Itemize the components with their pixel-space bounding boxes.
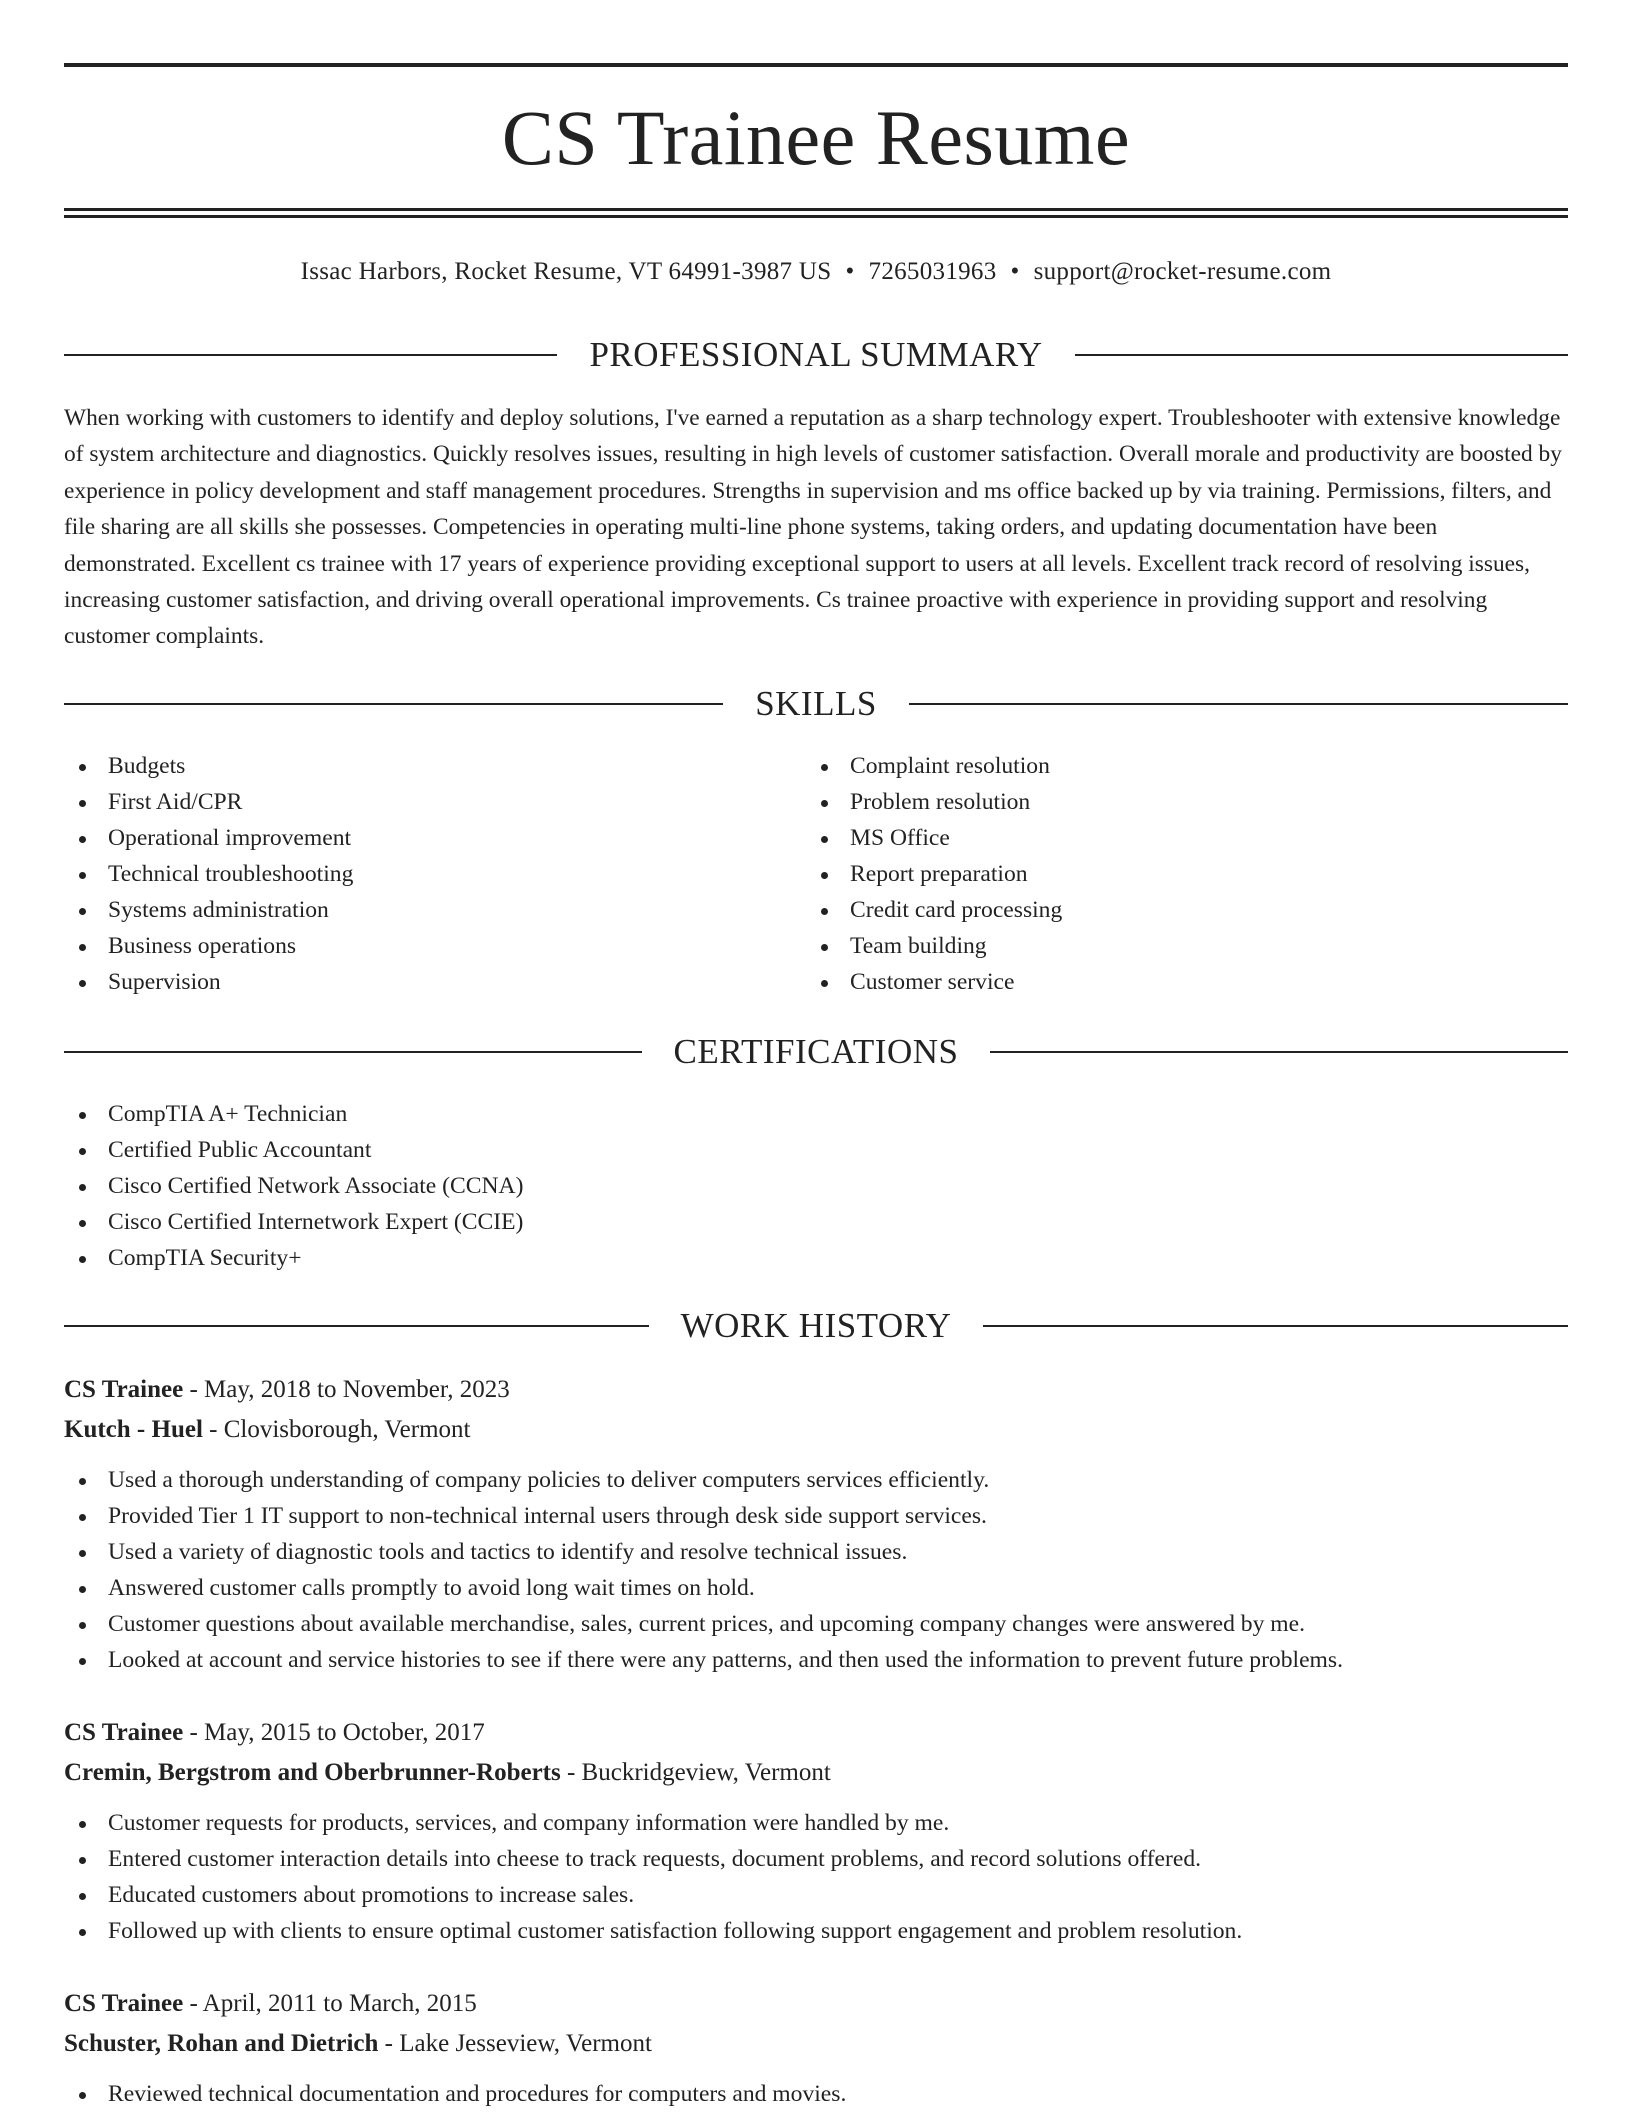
dash: - [566, 1759, 576, 1786]
dash: - [189, 1719, 198, 1746]
job-title-line [64, 1984, 1568, 2024]
skill-item: Complaint resolution [806, 748, 1062, 784]
certification-item: CompTIA Security+ [64, 1240, 523, 1276]
job-company-line [64, 1753, 1568, 1793]
job-title: CS Trainee [64, 1376, 184, 1403]
contact-line [64, 254, 1568, 290]
job-company-line [64, 1410, 1568, 1450]
job-title-line [64, 1370, 1568, 1410]
divider [1075, 354, 1568, 356]
skill-item: First Aid/CPR [64, 784, 353, 820]
job-entry [64, 1713, 1568, 1949]
resume-title: CS Trainee Resume [501, 94, 1131, 181]
divider [64, 354, 557, 356]
job-bullets [64, 1462, 1568, 1678]
job-entry [64, 1370, 1568, 1678]
job-title: CS Trainee [64, 1990, 184, 2017]
section-title: CERTIFICATIONS [673, 1032, 959, 1071]
skills-list-left [64, 748, 353, 1000]
job-dates: May, 2018 to November, 2023 [204, 1376, 510, 1403]
job-bullet: Looked at account and service histories to see if there were any patterns, and then used the information to prevent future problems. [64, 1642, 1568, 1678]
skills-heading [64, 682, 1568, 726]
job-company-line [64, 2024, 1568, 2064]
work-history-heading [64, 1304, 1568, 1348]
skill-item: Budgets [64, 748, 353, 784]
contact-email[interactable]: support@rocket-resume.com [1033, 258, 1332, 285]
job-company: Kutch - Huel [64, 1416, 203, 1443]
summary-heading [64, 333, 1568, 377]
divider [64, 1325, 649, 1327]
job-bullets [64, 2076, 1568, 2112]
job-location: Lake Jesseview, Vermont [399, 2030, 652, 2057]
job-bullet: Used a variety of diagnostic tools and tactics to identify and resolve technical issues. [64, 1534, 1568, 1570]
skill-item: Credit card processing [806, 892, 1062, 928]
skill-item: MS Office [806, 820, 1062, 856]
skill-item: Team building [806, 928, 1062, 964]
skill-item: Technical troubleshooting [64, 856, 353, 892]
divider [983, 1325, 1568, 1327]
section-title: PROFESSIONAL SUMMARY [589, 335, 1043, 374]
contact-separator: • [1010, 258, 1020, 285]
job-dates: April, 2011 to March, 2015 [202, 1990, 477, 2017]
job-bullet: Answered customer calls promptly to avoid long wait times on hold. [64, 1570, 1568, 1606]
skill-item: Supervision [64, 964, 353, 1000]
job-bullet: Customer requests for products, services, and company information were handled by me. [64, 1805, 1568, 1841]
job-bullet: Educated customers about promotions to increase sales. [64, 1877, 1568, 1913]
job-bullet: Used a thorough understanding of company policies to deliver computers services efficiently. [64, 1462, 1568, 1498]
job-bullet: Customer questions about available merchandise, sales, current prices, and upcoming company changes were answered by me. [64, 1606, 1568, 1642]
section-title: SKILLS [755, 684, 877, 723]
dash: - [384, 2030, 393, 2057]
title-double-rule [64, 208, 1568, 218]
job-company: Schuster, Rohan and Dietrich [64, 2030, 379, 2057]
certifications-heading [64, 1030, 1568, 1074]
certification-item: Certified Public Accountant [64, 1132, 523, 1168]
skills-list-right [806, 748, 1062, 1000]
job-bullet: Entered customer interaction details into cheese to track requests, document problems, and record solutions offered. [64, 1841, 1568, 1877]
certification-item: Cisco Certified Network Associate (CCNA) [64, 1168, 523, 1204]
dash: - [189, 1376, 198, 1403]
summary-text: When working with customers to identify and deploy solutions, I've earned a reputation as a sharp technology expert. Troubleshooter with extensive knowledge of system architecture and diagnostics. Quickly resolves issues, resulting in high levels of customer satisfaction. Overall morale and productivity are boosted by experience in policy development and staff management procedures. Strengths in supervision and ms office backed up by via training. Permissions, filters, and file sharing are all skills she possesses. Competencies in operating multi-line phone systems, taking orders, and updating documentation have been demonstrated. Excellent cs trainee with 17 years of experience providing exceptional support to users at all levels. Excellent track record of resolving issues, increasing customer satisfaction, and driving overall operational improvements. Cs trainee proactive with experience in providing support and resolving customer complaints. [64, 405, 1562, 650]
job-bullet: Reviewed technical documentation and procedures for computers and movies. [64, 2076, 1568, 2112]
job-entry [64, 1984, 1568, 2112]
skill-item: Operational improvement [64, 820, 353, 856]
job-location: Buckridgeview, Vermont [581, 1759, 831, 1786]
certifications-list [64, 1096, 523, 1276]
divider [64, 1051, 642, 1053]
dash: - [189, 1990, 198, 2017]
skill-item: Problem resolution [806, 784, 1062, 820]
contact-address: Issac Harbors, Rocket Resume, VT 64991-3987 US [300, 258, 832, 285]
job-title: CS Trainee [64, 1719, 184, 1746]
skill-item: Systems administration [64, 892, 353, 928]
section-title: WORK HISTORY [680, 1306, 952, 1345]
certification-item: Cisco Certified Internetwork Expert (CCIE) [64, 1204, 523, 1240]
job-location: Clovisborough, Vermont [223, 1416, 471, 1443]
contact-separator: • [845, 258, 855, 285]
job-title-line [64, 1713, 1568, 1753]
divider [64, 703, 723, 705]
certification-item: CompTIA A+ Technician [64, 1096, 523, 1132]
job-dates: May, 2015 to October, 2017 [204, 1719, 485, 1746]
skill-item: Report preparation [806, 856, 1062, 892]
job-bullet: Followed up with clients to ensure optimal customer satisfaction following support engagement and problem resolution. [64, 1913, 1568, 1949]
job-bullets [64, 1805, 1568, 1949]
divider [909, 703, 1568, 705]
job-bullet: Provided Tier 1 IT support to non-technical internal users through desk side support services. [64, 1498, 1568, 1534]
divider [990, 1051, 1568, 1053]
dash: - [209, 1416, 218, 1443]
job-company: Cremin, Bergstrom and Oberbrunner-Roberts [64, 1759, 561, 1786]
skill-item: Business operations [64, 928, 353, 964]
skill-item: Customer service [806, 964, 1062, 1000]
contact-phone: 7265031963 [868, 258, 997, 285]
top-rule [64, 63, 1568, 67]
